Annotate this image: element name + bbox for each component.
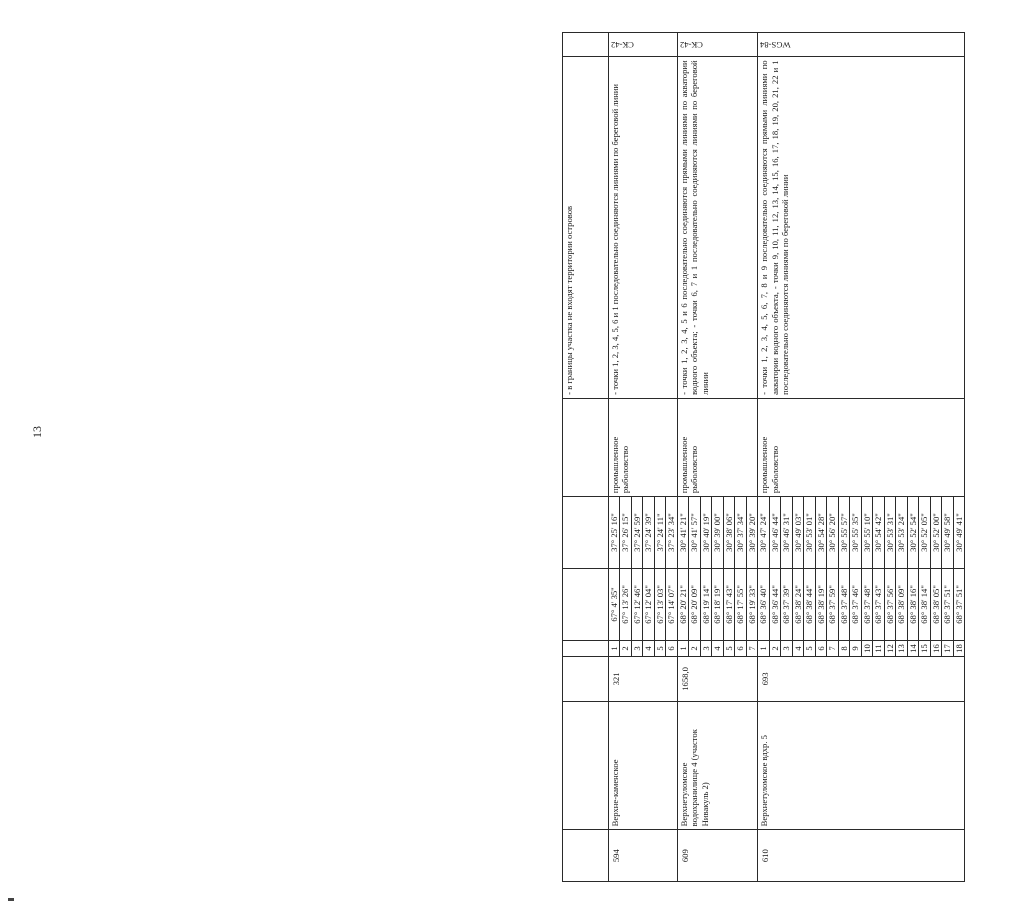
- scan-artifact: [8, 898, 14, 901]
- point-longitude: 30° 38' 06": [723, 497, 734, 569]
- section-use: промышленное рыболовство: [677, 398, 757, 496]
- point-latitude: 68° 20' 09": [689, 569, 700, 641]
- point-latitude: 68° 20' 21": [677, 569, 688, 641]
- point-latitude: 68° 18' 19": [712, 569, 723, 641]
- section-name: Верхнетуломское вдхр. 5: [758, 701, 965, 830]
- point-number: 14: [907, 640, 918, 656]
- point-number: 13: [896, 640, 907, 656]
- point-number: 1: [677, 640, 688, 656]
- point-number: 4: [643, 640, 654, 656]
- point-latitude: 68° 37' 51": [953, 569, 964, 641]
- point-number: 10: [861, 640, 872, 656]
- point-longitude: 37° 24' 39": [643, 497, 654, 569]
- point-latitude: 67° 13' 03": [654, 569, 665, 641]
- point-latitude: 67° 12' 46": [631, 569, 642, 641]
- point-longitude: 30° 55' 57": [838, 497, 849, 569]
- point-number: 5: [804, 640, 815, 656]
- table-body: [563, 33, 965, 882]
- point-number: 1: [758, 640, 769, 656]
- point-longitude: 30° 53' 24": [896, 497, 907, 569]
- point-latitude: 68° 37' 46": [850, 569, 861, 641]
- point-latitude: 68° 17' 43": [723, 569, 734, 641]
- coordinate-system-text: WGS-84: [760, 39, 791, 50]
- header-cell-lat: [563, 569, 609, 641]
- point-longitude: 30° 55' 10": [861, 497, 872, 569]
- point-latitude: 67° 4' 35": [609, 569, 620, 641]
- section-id: 594: [609, 830, 678, 882]
- coordinate-system-text: СК-42: [611, 39, 634, 50]
- point-latitude: 68° 37' 59": [827, 569, 838, 641]
- section-area: 321: [609, 657, 678, 702]
- point-latitude: 68° 37' 48": [838, 569, 849, 641]
- point-number: 8: [838, 640, 849, 656]
- fishing-areas-table: [562, 32, 965, 882]
- point-number: 3: [631, 640, 642, 656]
- header-row: [563, 33, 609, 882]
- page-number: 13: [30, 426, 44, 438]
- point-number: 6: [735, 640, 746, 656]
- point-longitude: 30° 46' 44": [769, 497, 780, 569]
- coordinate-system: [758, 33, 965, 57]
- header-cell-point: [563, 640, 609, 656]
- point-number: 12: [884, 640, 895, 656]
- section-name: Верхнетуломское водохранилище 4 (участок Нивакуль 2): [677, 701, 757, 830]
- point-longitude: 30° 39' 20": [746, 497, 757, 569]
- coordinate-system: [609, 33, 678, 57]
- point-number: 7: [746, 640, 757, 656]
- header-cell-name: [563, 701, 609, 830]
- point-latitude: 67° 13' 26": [620, 569, 631, 641]
- coordinate-system: [677, 33, 757, 57]
- point-number: 2: [769, 640, 780, 656]
- point-number: 3: [700, 640, 711, 656]
- point-number: 11: [873, 640, 884, 656]
- point-number: 4: [712, 640, 723, 656]
- point-latitude: 68° 38' 24": [792, 569, 803, 641]
- coordinate-system-text: СК-42: [679, 39, 703, 50]
- section-description: - точки 1, 2, 3, 4, 5 и 6 последовательно соединяются прямыми линиями по акватории водного объекта; - точки 6, 7 и 1 последовательно соединяются линиями по береговой линии: [677, 57, 757, 398]
- point-number: 5: [654, 640, 665, 656]
- point-latitude: 68° 17' 55": [735, 569, 746, 641]
- header-cell-area: [563, 657, 609, 702]
- point-longitude: 30° 46' 31": [781, 497, 792, 569]
- point-longitude: 30° 52' 54": [907, 497, 918, 569]
- point-latitude: 68° 37' 51": [942, 569, 953, 641]
- section-area: 1658,0: [677, 657, 757, 702]
- section-id: 609: [677, 830, 757, 882]
- point-longitude: 37° 24' 11": [654, 497, 665, 569]
- point-latitude: 68° 38' 05": [930, 569, 941, 641]
- point-latitude: 68° 19' 14": [700, 569, 711, 641]
- header-cell-desc: - в границы участка не входят территории островов: [563, 57, 609, 398]
- point-longitude: 30° 37' 34": [735, 497, 746, 569]
- point-number: 16: [930, 640, 941, 656]
- point-number: 9: [850, 640, 861, 656]
- point-latitude: 68° 19' 33": [746, 569, 757, 641]
- point-longitude: 30° 49' 58": [942, 497, 953, 569]
- point-latitude: 68° 37' 43": [873, 569, 884, 641]
- point-longitude: 30° 53' 31": [884, 497, 895, 569]
- section-id: 610: [758, 830, 965, 882]
- point-longitude: 30° 41' 21": [677, 497, 688, 569]
- point-number: 7: [827, 640, 838, 656]
- point-latitude: 67° 12' 04": [643, 569, 654, 641]
- point-number: 5: [723, 640, 734, 656]
- table-row: [609, 33, 620, 882]
- point-longitude: 30° 41' 57": [689, 497, 700, 569]
- section-description: - точки 1, 2, 3, 4, 5, 6 и 1 последовательно соединяются линиями по береговой линии: [609, 57, 678, 398]
- point-longitude: 30° 56' 20": [827, 497, 838, 569]
- point-longitude: 30° 52' 00": [930, 497, 941, 569]
- point-number: 4: [792, 640, 803, 656]
- rotated-table-wrapper: [562, 32, 1034, 882]
- point-longitude: 37° 24' 59": [631, 497, 642, 569]
- table-row: [758, 33, 769, 882]
- point-latitude: 68° 38' 09": [896, 569, 907, 641]
- point-longitude: 30° 49' 41": [953, 497, 964, 569]
- point-longitude: 30° 52' 05": [919, 497, 930, 569]
- section-name: Верхне-каменское: [609, 701, 678, 830]
- point-number: 6: [815, 640, 826, 656]
- point-longitude: 30° 39' 00": [712, 497, 723, 569]
- point-longitude: 37° 26' 15": [620, 497, 631, 569]
- point-number: 17: [942, 640, 953, 656]
- point-longitude: 37° 23' 34": [666, 497, 677, 569]
- section-use: промышленное рыболовство: [609, 398, 678, 496]
- point-latitude: 68° 36' 44": [769, 569, 780, 641]
- point-latitude: 67° 14' 07": [666, 569, 677, 641]
- header-cell-lon: [563, 497, 609, 569]
- point-number: 1: [609, 640, 620, 656]
- point-longitude: 30° 55' 35": [850, 497, 861, 569]
- point-latitude: 68° 37' 56": [884, 569, 895, 641]
- point-latitude: 68° 38' 19": [815, 569, 826, 641]
- point-latitude: 68° 37' 48": [861, 569, 872, 641]
- point-number: 2: [689, 640, 700, 656]
- point-longitude: 30° 54' 42": [873, 497, 884, 569]
- section-area: 693: [758, 657, 965, 702]
- point-number: 18: [953, 640, 964, 656]
- point-latitude: 68° 36' 40": [758, 569, 769, 641]
- section-use: промышленное рыболовство: [758, 398, 965, 496]
- point-number: 15: [919, 640, 930, 656]
- point-longitude: 30° 53' 01": [804, 497, 815, 569]
- point-latitude: 68° 38' 14": [919, 569, 930, 641]
- section-description: - точки 1, 2, 3, 4, 5, 6, 7, 8 и 9 последовательно соединяются прямыми линиями по акватории водного объекта, - точки 9, 10, 11, 12, 13, 14, 15, 16, 17, 18, 19, 20, 21, 22 и 1 последовательно соединяются линиями по береговой линии: [758, 57, 965, 398]
- point-longitude: 30° 49' 03": [792, 497, 803, 569]
- point-longitude: 30° 40' 19": [700, 497, 711, 569]
- header-cell-system: [563, 33, 609, 57]
- point-latitude: 68° 37' 39": [781, 569, 792, 641]
- header-cell-id: [563, 830, 609, 882]
- point-latitude: 68° 38' 16": [907, 569, 918, 641]
- point-number: 2: [620, 640, 631, 656]
- point-longitude: 37° 25' 16": [609, 497, 620, 569]
- header-cell-use: [563, 398, 609, 496]
- point-longitude: 30° 47' 24": [758, 497, 769, 569]
- table-row: [677, 33, 688, 882]
- point-number: 3: [781, 640, 792, 656]
- point-latitude: 68° 38' 44": [804, 569, 815, 641]
- point-number: 6: [666, 640, 677, 656]
- point-longitude: 30° 54' 28": [815, 497, 826, 569]
